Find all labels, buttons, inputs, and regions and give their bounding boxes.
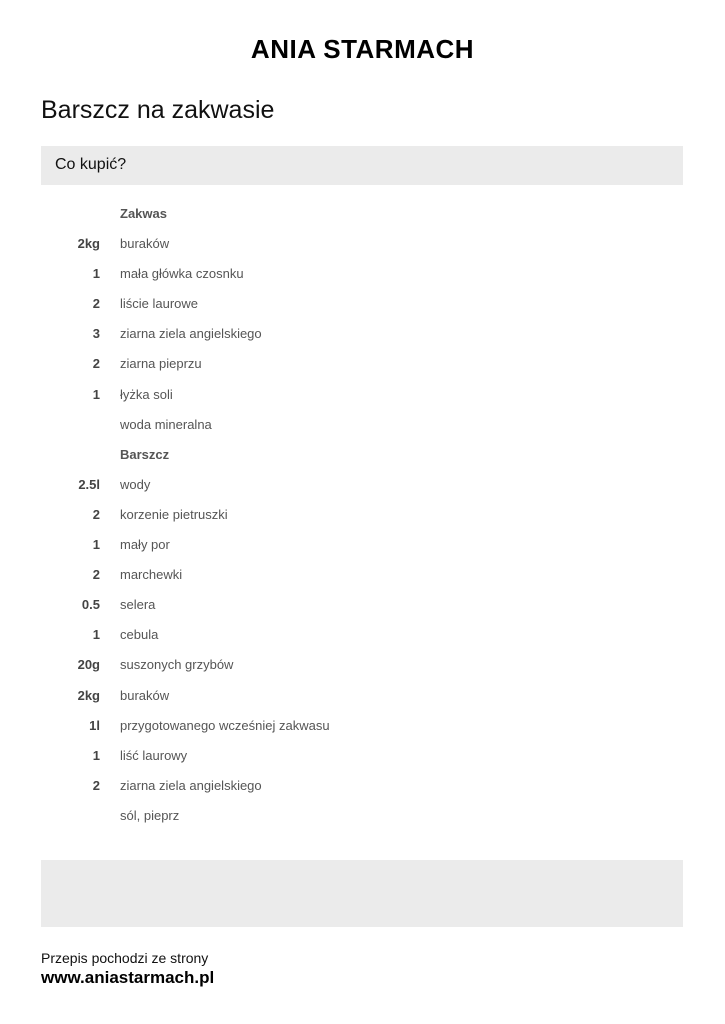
ingredient-quantity: 2 (92, 296, 100, 312)
ingredient-quantity: 20g (77, 657, 100, 673)
ingredient-row (41, 801, 683, 831)
footer-source-text: Przepis pochodzi ze strony (41, 950, 209, 966)
ingredient-row (41, 741, 683, 771)
ingredient-row (41, 380, 683, 410)
ingredient-quantity: 2.5l (78, 476, 100, 492)
shopping-section-header (41, 146, 683, 185)
recipe-title: Barszcz na zakwasie (41, 96, 275, 124)
ingredient-group-heading (41, 199, 683, 229)
ingredient-name: wody (120, 476, 151, 492)
notes-box (41, 860, 683, 927)
ingredient-quantity: 2 (92, 777, 100, 793)
ingredient-quantity: 1 (92, 747, 100, 763)
ingredient-row (41, 681, 683, 711)
shopping-section-label: Co kupić? (55, 156, 127, 173)
ingredient-name: woda mineralna (120, 416, 212, 432)
ingredient-group-heading (41, 440, 683, 470)
ingredient-name: ziarna ziela angielskiego (120, 777, 262, 793)
ingredient-quantity: 2 (92, 567, 100, 583)
ingredient-row (41, 410, 683, 440)
ingredient-name: mała główka czosnku (120, 266, 244, 282)
ingredient-quantity: 3 (92, 326, 100, 342)
ingredient-name: liść laurowy (120, 747, 188, 763)
ingredient-name: ziarna ziela angielskiego (120, 326, 262, 342)
ingredient-name: sól, pieprz (120, 807, 180, 823)
ingredient-quantity: 2 (92, 506, 100, 522)
brand-title: ANIA STARMACH (250, 34, 475, 64)
ingredient-row (41, 229, 683, 259)
ingredient-row (41, 349, 683, 379)
ingredient-name: suszonych grzybów (120, 657, 234, 673)
ingredient-quantity: 1 (92, 386, 100, 402)
ingredient-row (41, 650, 683, 680)
ingredient-row (41, 590, 683, 620)
ingredient-row (41, 620, 683, 650)
ingredient-row (41, 530, 683, 560)
ingredient-row (41, 771, 683, 801)
ingredient-row (41, 470, 683, 500)
ingredient-name: cebula (120, 627, 159, 643)
ingredient-name: mały por (120, 537, 170, 553)
ingredient-name: selera (120, 597, 156, 613)
ingredient-name: łyżka soli (120, 386, 173, 402)
ingredient-quantity: 1 (92, 266, 100, 282)
ingredient-name: liście laurowe (120, 296, 199, 312)
ingredient-quantity: 0.5 (81, 597, 100, 613)
ingredient-row (41, 711, 683, 741)
ingredient-name: przygotowanego wcześniej zakwasu (120, 717, 330, 733)
ingredient-name: buraków (120, 687, 170, 703)
footer-website-link[interactable]: www.aniastarmach.pl (41, 968, 215, 987)
ingredient-group-label: Zakwas (120, 206, 167, 221)
ingredient-list (41, 199, 683, 831)
ingredient-name: ziarna pieprzu (120, 356, 202, 372)
ingredient-name: buraków (120, 236, 170, 252)
ingredient-row (41, 560, 683, 590)
ingredient-row (41, 319, 683, 349)
ingredient-row (41, 259, 683, 289)
ingredient-quantity: 2kg (77, 236, 100, 252)
ingredient-name: korzenie pietruszki (120, 506, 228, 522)
ingredient-row (41, 500, 683, 530)
ingredient-name: marchewki (120, 567, 183, 583)
ingredient-quantity: 2 (92, 356, 100, 372)
ingredient-group-label: Barszcz (120, 446, 170, 462)
ingredient-quantity: 1l (89, 717, 100, 733)
ingredient-row (41, 289, 683, 319)
ingredient-quantity: 1 (92, 627, 100, 643)
ingredient-quantity: 1 (92, 537, 100, 553)
ingredient-quantity: 2kg (77, 687, 100, 703)
